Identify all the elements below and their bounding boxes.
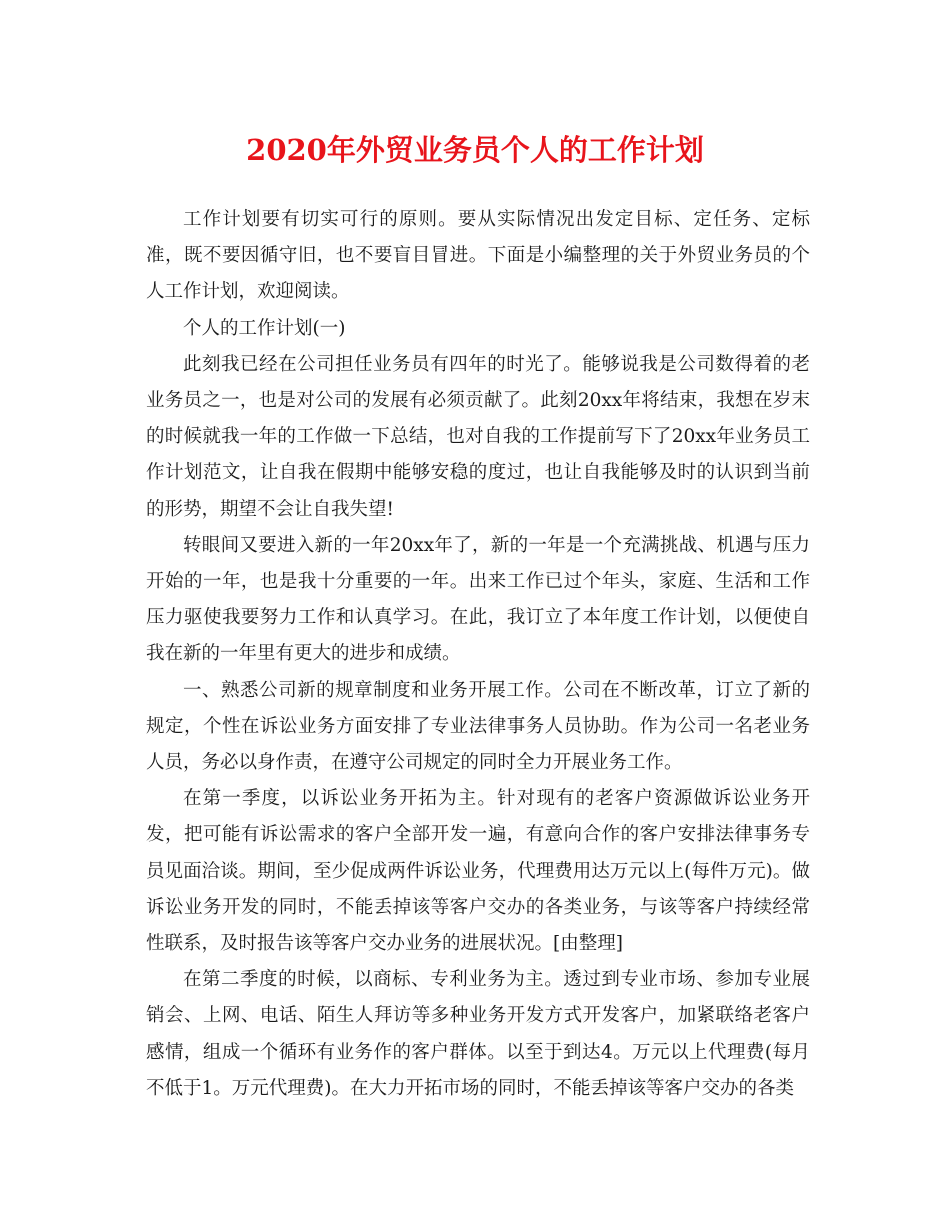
intro-paragraph: 工作计划要有切实可行的原则。要从实际情况出发定目标、定任务、定标准，既不要因循守旧，也不要盲目冒进。下面是小编整理的关于外贸业务员的个人工作计划，欢迎阅读。 (146, 209, 810, 303)
body-paragraph: 在第一季度，以诉讼业务开拓为主。针对现有的老客户资源做诉讼业务开发，把可能有诉讼需求的客户全部开发一遍，有意向合作的客户安排法律事务专员见面洽谈。期间，至少促成两件诉讼业务，代理费用达万元以上(每件万元)。做诉讼业务开发的同时，不能丢掉该等客户交办的各类业务，与该等客户持续经常性联系，及时报告该等客户交办业务的进展状况。[由整理] (146, 788, 810, 955)
body-paragraph: 一、熟悉公司新的规章制度和业务开展工作。公司在不断改革，订立了新的规定，个性在诉讼业务方面安排了专业法律事务人员协助。作为公司一名老业务人员，务必以身作责，在遵守公司规定的同时全力开展业务工作。 (146, 679, 810, 774)
section-heading: 个人的工作计划(一) (183, 317, 346, 339)
body-paragraph: 转眼间又要进入新的一年20xx年了，新的一年是一个充满挑战、机遇与压力开始的一年，也是我十分重要的一年。出来工作已过个年头，家庭、生活和工作压力驱使我要努力工作和认真学习。在此，我订立了本年度工作计划，以便使自我在新的一年里有更大的进步和成绩。 (146, 534, 810, 665)
document-body (146, 202, 810, 1107)
body-paragraph: 此刻我已经在公司担任业务员有四年的时光了。能够说我是公司数得着的老业务员之一，也是对公司的发展有必须贡献了。此刻20xx年将结束，我想在岁末的时候就我一年的工作做一下总结，也对自我的工作提前写下了20xx年业务员工作计划范文，让自我在假期中能够安稳的度过，也让自我能够及时的认识到当前的形势，期望不会让自我失望! (146, 353, 810, 520)
body-paragraph: 在第二季度的时候，以商标、专利业务为主。透过到专业市场、参加专业展销会、上网、电话、陌生人拜访等多种业务开发方式开发客户，加紧联络老客户感情，组成一个循环有业务作的客户群体。以至于到达4。万元以上代理费(每月不低于1。万元代理费)。在大力开拓市场的同时，不能丢掉该等客户交办的各类 (146, 969, 810, 1099)
document-title: 2020年外贸业务员个人的工作计划 (246, 133, 704, 167)
